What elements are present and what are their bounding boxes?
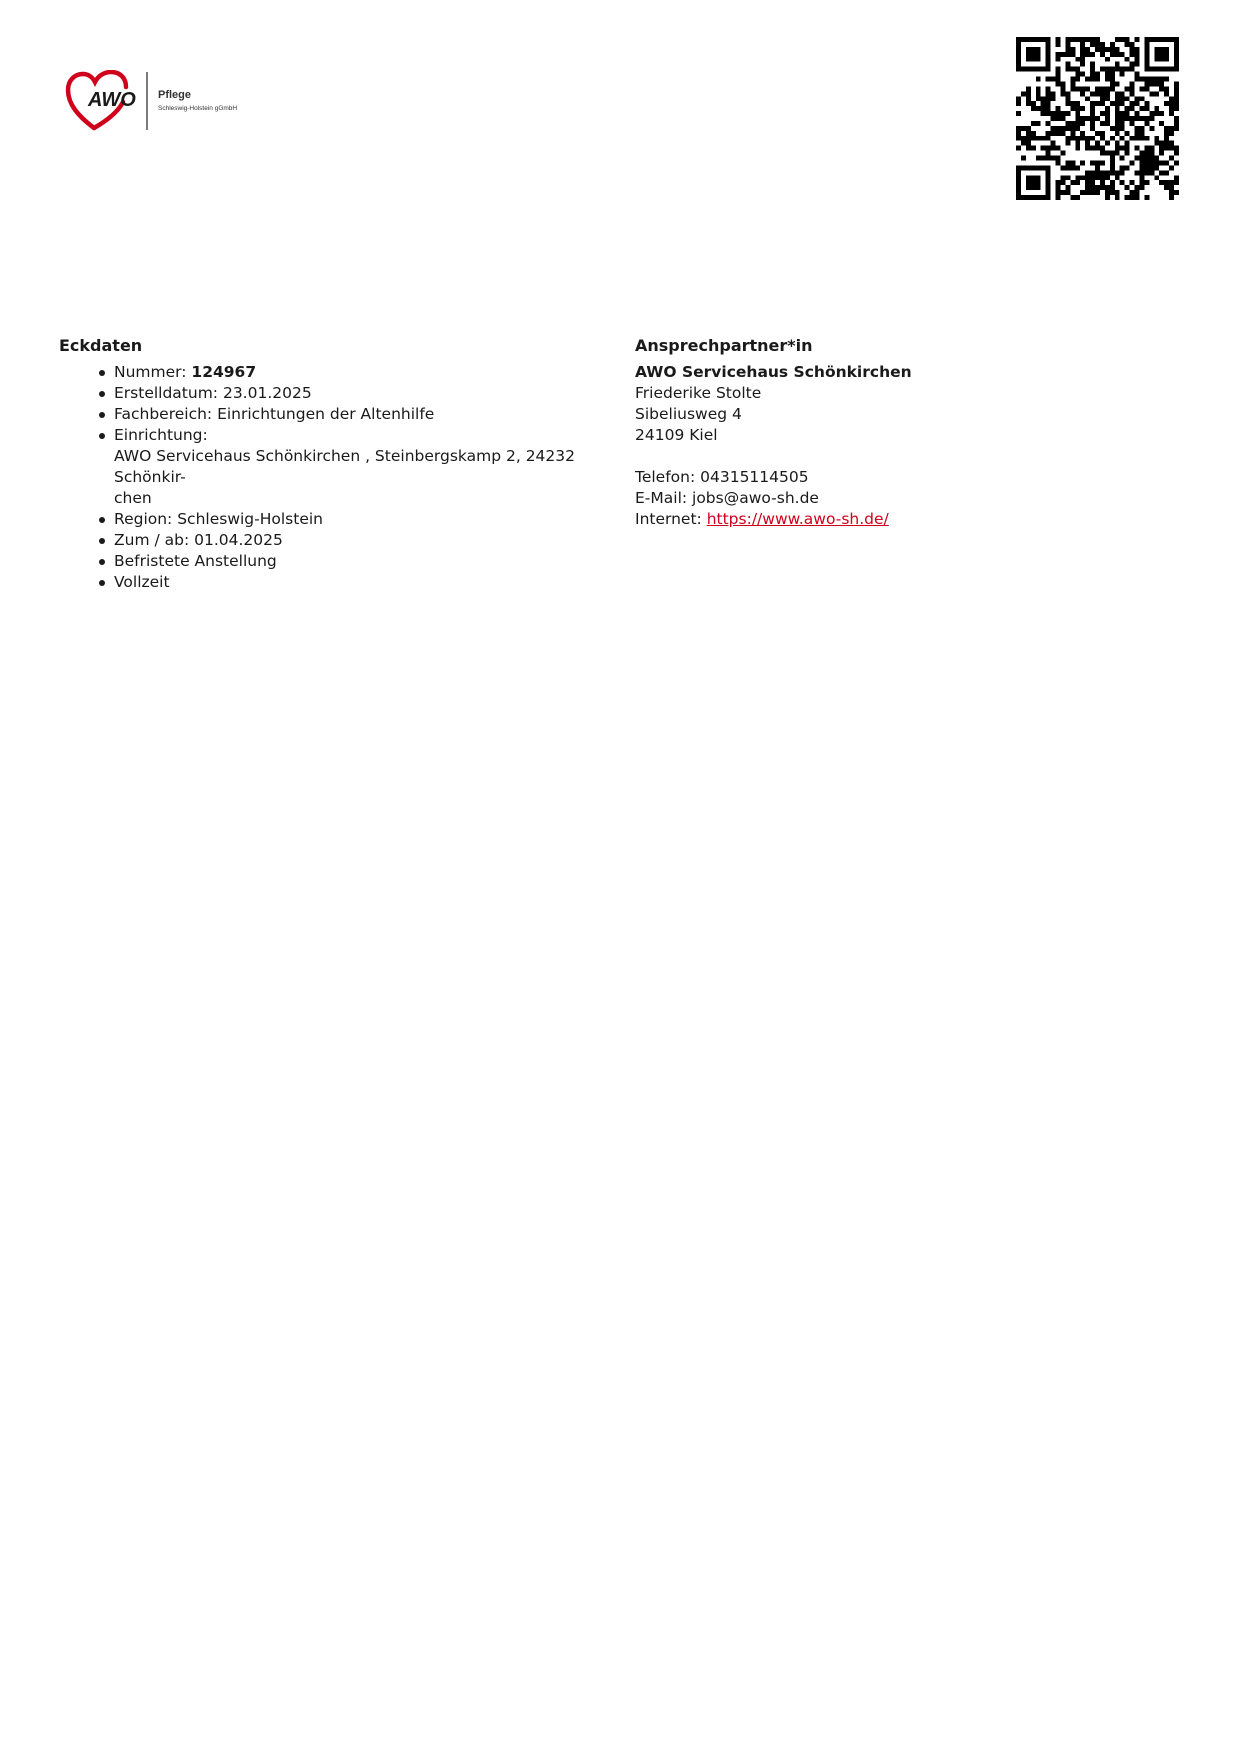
list-item-erstelldatum: Erstelldatum: 23.01.2025 [114,383,619,404]
list-item-zum-ab: Zum / ab: 01.04.2025 [114,530,619,551]
einrichtung-line1: AWO Servicehaus Schönkirchen , Steinbergskamp 2, 24232 Schönkir- [114,447,575,486]
eckdaten-title: Eckdaten [59,336,143,355]
list-item-befristet: Befristete Anstellung [114,551,619,572]
awo-logo [64,70,264,136]
logo-line2: Schleswig-Holstein gGmbH [158,105,238,112]
list-item-fachbereich: Fachbereich: Einrichtungen der Altenhilfe [114,404,619,425]
contact-street: Sibeliusweg 4 [635,405,742,423]
eckdaten-section [59,335,619,593]
contact-title: Ansprechpartner*in [635,336,813,355]
contact-organization: AWO Servicehaus Schönkirchen [635,363,912,381]
contact-phone: Telefon: 04315114505 [635,468,809,486]
logo-line1: Pflege [158,89,192,101]
contact-email: E-Mail: jobs@awo-sh.de [635,489,819,507]
einrichtung-label: Einrichtung: [114,426,208,444]
list-item-vollzeit: Vollzeit [114,572,619,593]
contact-spacer [635,446,1155,467]
contact-name: Friederike Stolte [635,384,762,402]
internet-label: Internet: [635,510,707,528]
list-item-nummer [114,362,619,383]
nummer-value: 124967 [191,363,257,381]
nummer-label: Nummer: [114,363,192,381]
contact-section [635,335,1155,530]
logo-brand: AWO [88,89,136,111]
contact-city: 24109 Kiel [635,426,718,444]
einrichtung-line2: chen [114,489,152,507]
list-item-region: Region: Schleswig-Holstein [114,509,619,530]
website-link[interactable]: https://www.awo-sh.de/ [706,510,889,528]
contact-internet [635,509,1155,530]
list-item-einrichtung [114,425,619,509]
eckdaten-list [59,362,619,593]
qr-code-icon [1016,37,1179,200]
